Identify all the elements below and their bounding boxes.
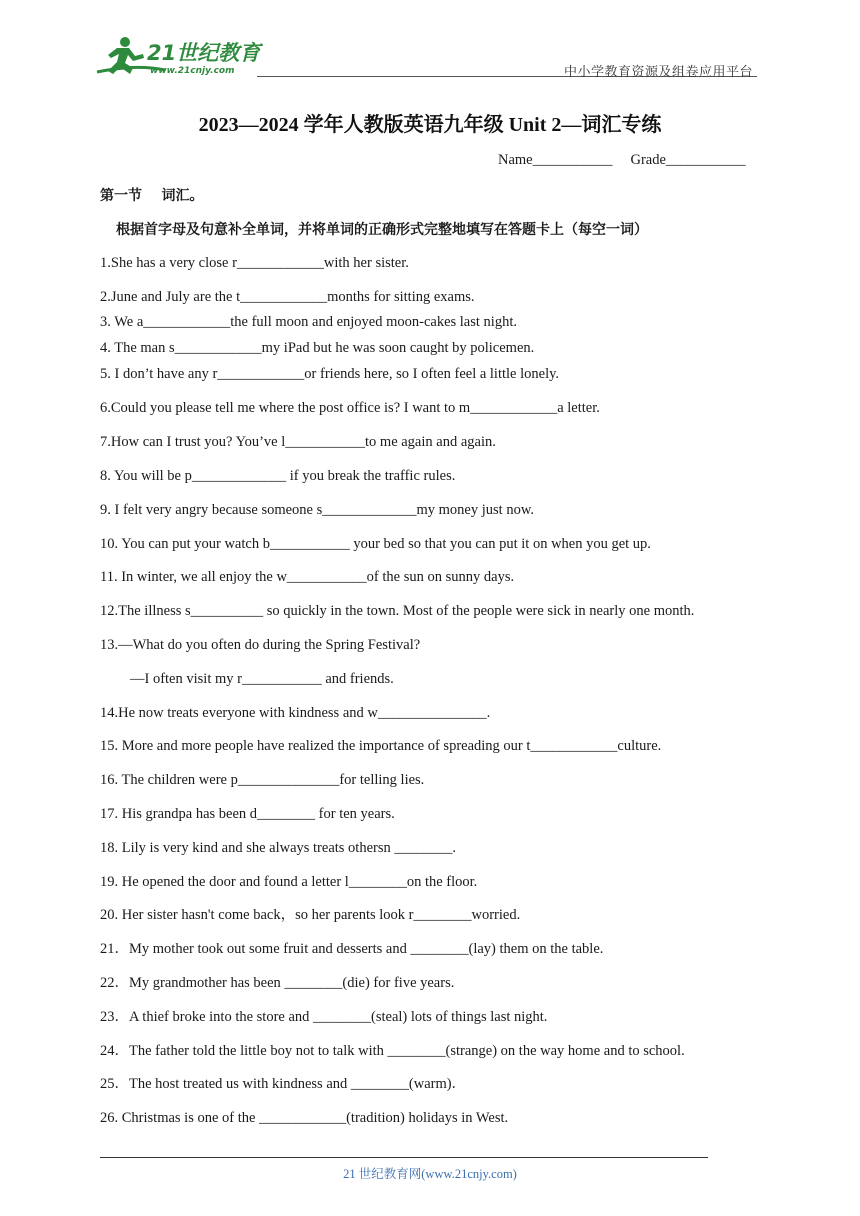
question-24: 24．The father told the little boy not to talk with ________(strange) on the way home and to school. — [100, 1043, 685, 1059]
question-18: 18. Lily is very kind and she always treats othersn ________. — [100, 840, 456, 856]
question-15: 15. More and more people have realized the importance of spreading our t____________culture. — [100, 738, 662, 754]
question-14: 14.He now treats everyone with kindness and w_______________. — [100, 705, 491, 721]
question-20: 20. Her sister hasn't come back，so her parents look r________worried. — [100, 907, 521, 923]
question-23: 23．A thief broke into the store and ________(steal) lots of things last night. — [100, 1009, 548, 1025]
question-2: 2.June and July are the t____________months for sitting exams. — [100, 289, 475, 305]
instruction-text: 根据首字母及句意补全单词，并将单词的正确形式完整地填写在答题卡上（每空一词） — [116, 222, 648, 238]
question-4: 4. The man s____________my iPad but he was soon caught by policemen. — [100, 340, 535, 356]
section-heading: 第一节 词汇。 — [100, 188, 204, 204]
name-grade-line: Name___________ Grade___________ — [498, 152, 746, 168]
question-21: 21．My mother took out some fruit and desserts and ________(lay) them on the table. — [100, 941, 604, 957]
page-header — [95, 34, 757, 78]
question-16: 16. The children were p______________for telling lies. — [100, 772, 425, 788]
question-5: 5. I don’t have any r____________or friends here, so I often feel a little lonely. — [100, 366, 560, 382]
question-25: 25．The host treated us with kindness and ________(warm)． — [100, 1076, 467, 1092]
footer-divider — [100, 1157, 708, 1158]
question-1: 1.She has a very close r____________with her sister. — [100, 255, 409, 271]
question-9: 9. I felt very angry because someone s_____________my money just now. — [100, 502, 534, 518]
question-11: 11. In winter, we all enjoy the w___________of the sun on sunny days. — [100, 569, 515, 585]
logo-text: 21世纪教育 — [147, 41, 261, 65]
question-26: 26. Christmas is one of the ____________(tradition) holidays in West. — [100, 1110, 509, 1126]
runner-logo-icon — [95, 34, 265, 78]
question-6: 6.Could you please tell me where the post office is? I want to m____________a letter. — [100, 400, 600, 416]
question-10: 10. You can put your watch b___________ your bed so that you can put it on when you get up. — [100, 536, 651, 552]
question-8: 8. You will be p_____________ if you break the traffic rules. — [100, 468, 456, 484]
page-title: 2023—2024 学年人教版英语九年级 Unit 2—词汇专练 — [198, 114, 662, 136]
footer-text: 21 世纪教育网(www.21cnjy.com) — [343, 1167, 517, 1181]
question-13-answer-line: —I often visit my r___________ and friends. — [130, 671, 394, 687]
question-3: 3. We a____________the full moon and enjoyed moon-cakes last night. — [100, 314, 517, 330]
question-13: 13.—What do you often do during the Spring Festival? — [100, 637, 421, 653]
question-22: 22．My grandmother has been ________(die) for five years. — [100, 975, 455, 991]
logo-url: www.21cnjy.com — [150, 66, 235, 76]
logo — [95, 34, 265, 78]
question-12: 12.The illness s__________ so quickly in the town. Most of the people were sick in nearly one month. — [100, 603, 695, 619]
question-17: 17. His grandpa has been d________ for ten years. — [100, 806, 395, 822]
question-19: 19. He opened the door and found a letter l________on the floor. — [100, 874, 478, 890]
question-7: 7.How can I trust you? You’ve l___________to me again and again. — [100, 434, 496, 450]
platform-name: 中小学教育资源及组卷应用平台 — [563, 65, 753, 80]
